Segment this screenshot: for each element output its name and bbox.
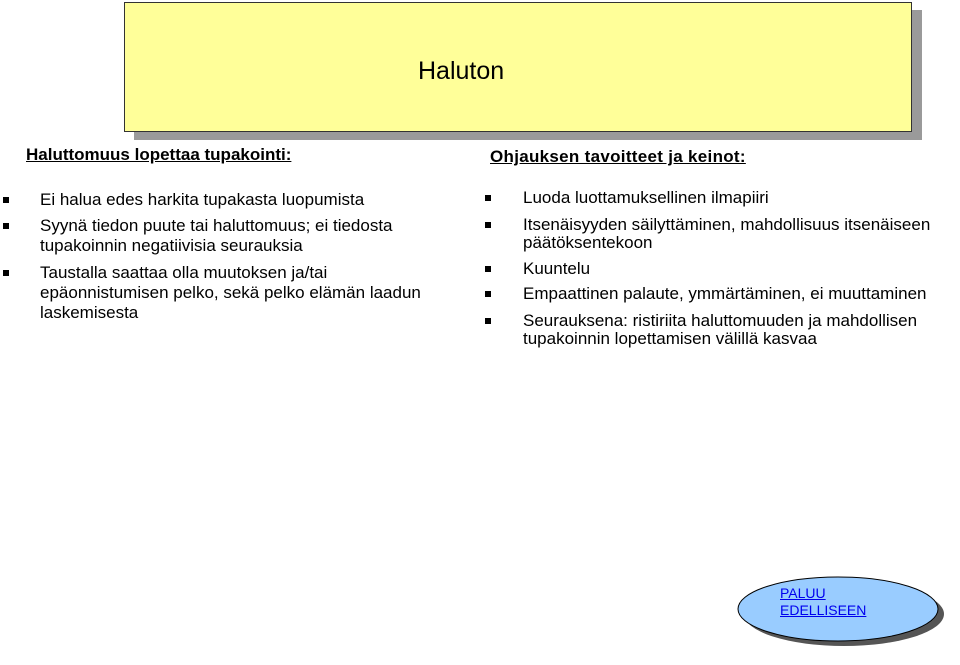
- list-item: [523, 285, 953, 304]
- square-bullet-icon: [3, 270, 9, 276]
- list-item-text: Empaattinen palaute, ymmärtäminen, ei muuttaminen: [523, 284, 927, 303]
- left-column-heading: Haluttomuus lopettaa tupakointi:: [26, 145, 292, 164]
- list-item: [40, 190, 460, 210]
- list-item-text: Ei halua edes harkita tupakasta luopumista: [40, 190, 365, 209]
- square-bullet-icon: [485, 291, 491, 297]
- list-item: [40, 263, 460, 323]
- left-bullet-list: [40, 190, 460, 329]
- back-link[interactable]: [780, 585, 866, 619]
- square-bullet-icon: [485, 318, 491, 324]
- back-link-line2[interactable]: EDELLISEEN: [780, 602, 867, 618]
- list-item-text: Luoda luottamuksellinen ilmapiiri: [523, 188, 769, 207]
- list-item-text: Itsenäisyyden säilyttäminen, mahdollisuus itsenäiseen päätöksentekoon: [523, 214, 931, 252]
- right-column-heading: Ohjauksen tavoitteet ja keinot:: [490, 147, 746, 166]
- list-item: [523, 260, 953, 279]
- list-item: [523, 189, 953, 208]
- list-item-text: Seurauksena: ristiriita haluttomuuden ja mahdollisen tupakoinnin lopettamisen välillä kasvaa: [523, 310, 918, 348]
- right-bullet-list: [523, 189, 953, 349]
- list-item-text: Syynä tiedon puute tai haluttomuus; ei tiedosta tupakoinnin negatiivisia seurauksia: [40, 216, 393, 255]
- page-title: Haluton: [418, 57, 505, 85]
- list-item: [523, 312, 953, 349]
- back-button[interactable]: [736, 576, 948, 648]
- square-bullet-icon: [485, 222, 491, 228]
- list-item: [523, 216, 953, 253]
- list-item: [40, 216, 460, 256]
- back-link-line1[interactable]: PALUU: [780, 585, 826, 601]
- square-bullet-icon: [485, 266, 491, 272]
- list-item-text: Taustalla saattaa olla muutoksen ja/tai epäonnistumisen pelko, sekä pelko elämän laadun laskemisesta: [40, 263, 421, 322]
- square-bullet-icon: [3, 197, 9, 203]
- square-bullet-icon: [3, 223, 9, 229]
- list-item-text: Kuuntelu: [523, 258, 591, 278]
- title-banner: [124, 2, 912, 132]
- square-bullet-icon: [485, 195, 491, 201]
